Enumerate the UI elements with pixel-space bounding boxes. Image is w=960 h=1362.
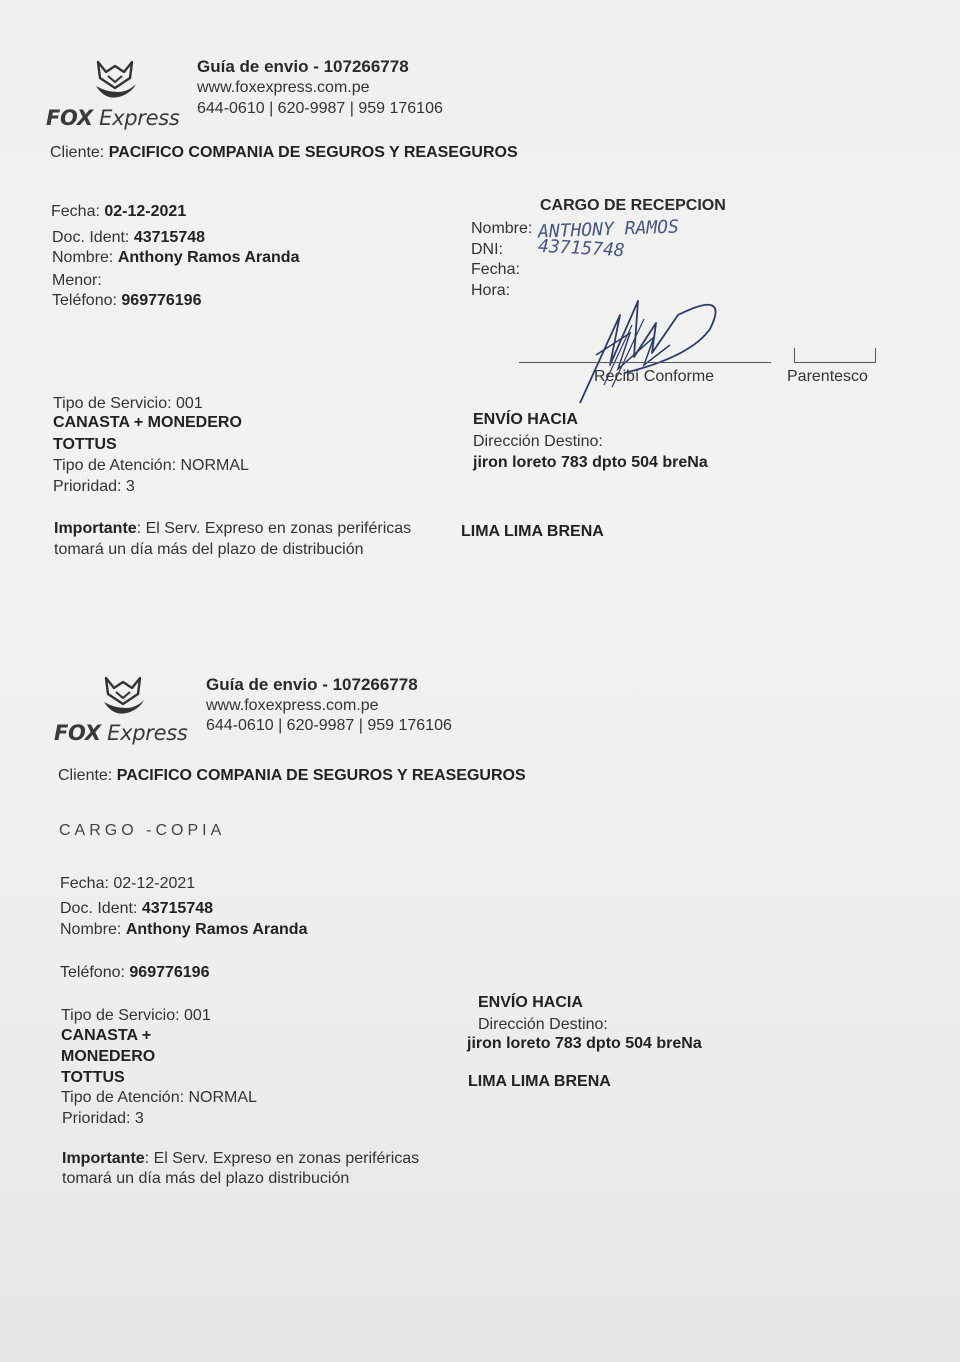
envio-hacia-title: ENVÍO HACIA [478,994,583,1011]
doc-label: Doc. Ident: [60,900,138,917]
signature-line [519,362,771,363]
phones: 644-0610 | 620-9987 | 959 176106 [206,717,452,734]
rec-nombre-handwritten: ANTHONY RAMOS [537,216,680,243]
telefono-row [60,964,209,982]
prioridad: Prioridad: 3 [53,478,135,495]
servicio-line-1: CANASTA + [61,1027,152,1044]
importante-line-1 [62,1150,419,1168]
logo-wordmark [54,721,188,745]
importante-line-1 [54,520,411,538]
importante-text-1: : El Serv. Expreso en zonas periféricas [136,520,412,537]
fecha-value: 02-12-2021 [104,203,187,220]
cliente-label: Cliente: [58,767,113,784]
prioridad: Prioridad: 3 [62,1110,144,1127]
servicio-line-1: CANASTA + MONEDERO [53,414,242,431]
nombre-row [60,921,307,939]
envio-hacia-title: ENVÍO HACIA [473,411,578,428]
phones: 644-0610 | 620-9987 | 959 176106 [197,100,443,117]
importante-label: Importante [54,520,137,537]
importante-text-1: : El Serv. Expreso en zonas periféricas [144,1150,420,1167]
fecha-row [51,203,186,221]
rec-fecha-label: Fecha: [471,261,520,278]
importante-line-2: tomará un día más del plazo de distribución [54,541,364,558]
tipo-atencion: Tipo de Atención: NORMAL [53,457,249,474]
doc-label: Doc. Ident: [52,229,130,246]
doc-value: 43715748 [141,900,214,917]
nombre-label: Nombre: [60,921,122,938]
importante-label: Importante [62,1150,145,1167]
cargo-recepcion-title: CARGO DE RECEPCION [540,197,726,214]
rec-nombre-label: Nombre: [471,220,533,237]
ubicacion: LIMA LIMA BRENA [468,1073,611,1090]
telefono-label: Teléfono: [52,292,117,309]
cliente-value: PACIFICO COMPANIA DE SEGUROS Y REASEGUROS [108,144,518,161]
logo-fox: FOX [54,721,101,745]
guia-title: Guía de envio - 107266778 [206,675,418,694]
logo-fox: FOX [46,106,93,130]
website: www.foxexpress.com.pe [206,697,379,714]
telefono-row [52,292,201,310]
cargo-copia-title: CARGO -COPIA [59,822,226,839]
fox-logo-icon [100,672,146,720]
website: www.foxexpress.com.pe [197,79,370,96]
doc-row [60,900,213,918]
parentesco-box [794,348,876,363]
fox-logo-icon [92,56,138,104]
nombre-value: Anthony Ramos Aranda [125,921,308,938]
menor-label: Menor: [52,272,102,289]
recibi-conforme: Recibí Conforme [594,368,715,385]
parentesco-label: Parentesco [787,368,868,385]
nombre-value: Anthony Ramos Aranda [117,249,300,266]
tipo-atencion: Tipo de Atención: NORMAL [61,1089,257,1106]
direccion-label: Dirección Destino: [473,433,603,450]
servicio-line-3: TOTTUS [61,1069,125,1086]
doc-value: 43715748 [133,229,206,246]
rec-dni-handwritten: 43715748 [537,235,626,262]
rec-hora-label: Hora: [471,282,511,299]
cliente-row [58,767,526,785]
signature-icon [560,295,740,407]
logo-express: Express [107,721,188,745]
doc-row [52,229,205,247]
telefono-label: Teléfono: [60,964,125,981]
tipo-servicio: Tipo de Servicio: 001 [53,395,203,412]
fecha-label: Fecha: [51,203,100,220]
direccion-label: Dirección Destino: [478,1016,608,1033]
servicio-line-2: MONEDERO [61,1048,156,1065]
telefono-value: 969776196 [129,964,210,981]
logo-wordmark [46,106,180,130]
cliente-value: PACIFICO COMPANIA DE SEGUROS Y REASEGUROS [116,767,526,784]
tipo-servicio: Tipo de Servicio: 001 [61,1007,211,1024]
telefono-value: 969776196 [121,292,202,309]
cliente-row [50,144,518,162]
servicio-line-2: TOTTUS [53,436,117,453]
logo-express: Express [99,106,180,130]
guia-title: Guía de envio - 107266778 [197,57,409,76]
ubicacion: LIMA LIMA BRENA [461,523,604,540]
nombre-label: Nombre: [52,249,114,266]
rec-dni-label: DNI: [471,241,503,258]
fecha: Fecha: 02-12-2021 [60,875,196,892]
importante-line-2: tomará un día más del plazo distribución [62,1170,350,1187]
direccion-value: jiron loreto 783 dpto 504 breNa [473,454,708,471]
nombre-row [52,249,299,267]
direccion-value: jiron loreto 783 dpto 504 breNa [467,1035,702,1052]
cliente-label: Cliente: [50,144,105,161]
